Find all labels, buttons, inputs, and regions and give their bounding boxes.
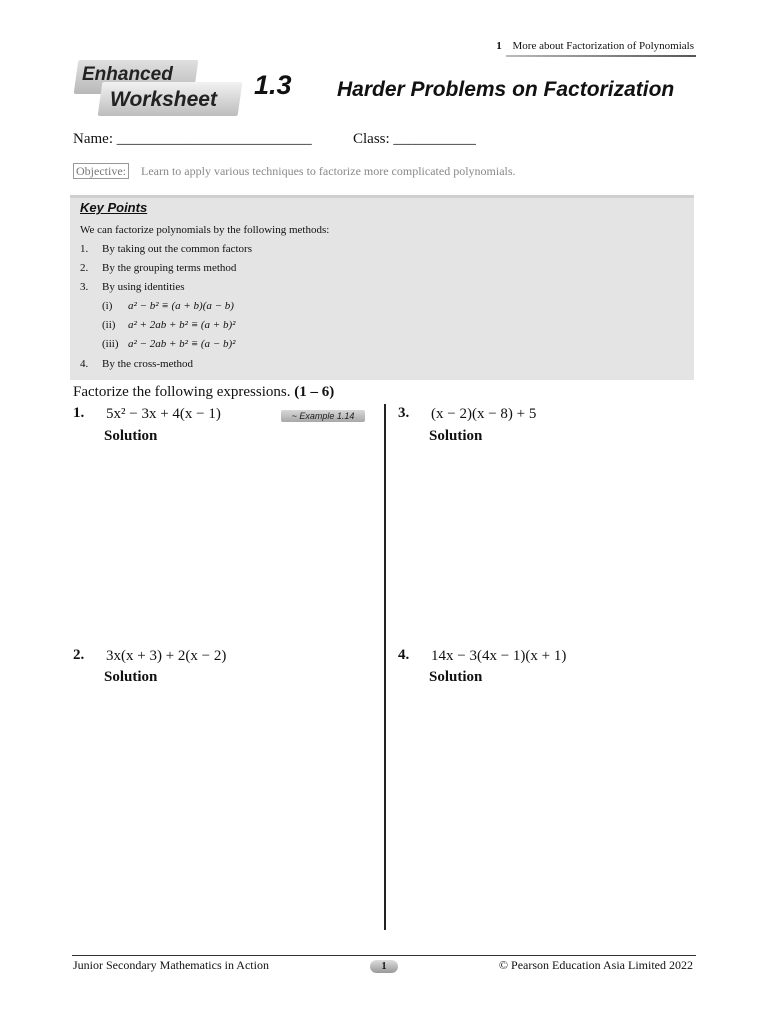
key-points-title: Key Points xyxy=(80,200,148,215)
method-number: 1. xyxy=(80,243,89,255)
identity-item xyxy=(102,319,235,331)
objective-tag: Objective: xyxy=(73,163,129,179)
question-expression: 14x − 3(4x − 1)(x + 1) xyxy=(431,648,567,664)
instruction xyxy=(73,384,334,401)
page-number-badge xyxy=(364,960,404,973)
column-divider xyxy=(384,404,386,930)
question-number: 2. xyxy=(73,647,85,663)
question-expression: (x − 2)(x − 8) + 5 xyxy=(431,406,537,422)
method-text: By using identities xyxy=(102,281,185,293)
running-header xyxy=(496,40,694,52)
worksheet-title: Harder Problems on Factorization xyxy=(337,78,675,101)
objective xyxy=(73,164,516,179)
question-expression: 3x(x + 3) + 2(x − 2) xyxy=(106,648,227,664)
method-number: 3. xyxy=(80,281,89,293)
identity-item xyxy=(102,300,234,312)
footer-copyright: © Pearson Education Asia Limited 2022 xyxy=(498,958,693,972)
question-number: 4. xyxy=(398,647,410,663)
identity-formula: a² + 2ab + b² ≡ (a + b)² xyxy=(128,319,236,331)
example-reference-tag[interactable]: ~ Example 1.14 xyxy=(281,410,365,422)
question-number: 3. xyxy=(398,405,410,421)
logo-line2: Worksheet xyxy=(110,88,217,111)
footer-book-title: Junior Secondary Mathematics in Action xyxy=(73,958,269,972)
solution-label: Solution xyxy=(429,428,483,444)
chapter-title: More about Factorization of Polynomials xyxy=(512,40,694,52)
method-text: By the grouping terms method xyxy=(102,262,237,274)
identity-formula: a² − 2ab + b² ≡ (a − b)² xyxy=(128,338,236,350)
identity-formula: a² − b² ≡ (a + b)(a − b) xyxy=(128,300,234,312)
name-field[interactable]: Name: __________________________ xyxy=(73,131,312,147)
identity-label: (iii) xyxy=(102,338,119,350)
solution-label: Solution xyxy=(104,428,158,444)
identity-label: (i) xyxy=(102,300,113,312)
instruction-text: Factorize the following expressions. xyxy=(73,384,291,400)
solution-label: Solution xyxy=(104,669,158,685)
key-points-intro: We can factorize polynomials by the following methods: xyxy=(80,224,330,236)
footer-rule xyxy=(72,955,696,956)
question-expression: 5x² − 3x + 4(x − 1) xyxy=(106,406,221,422)
chapter-number: 1 xyxy=(496,40,502,52)
identity-item xyxy=(102,338,235,350)
question-number: 1. xyxy=(73,405,85,421)
enhanced-worksheet-logo xyxy=(70,60,242,120)
instruction-range: (1 – 6) xyxy=(294,384,335,400)
logo-line1: Enhanced xyxy=(82,64,173,85)
method-number: 2. xyxy=(80,262,89,274)
method-text: By the cross-method xyxy=(102,358,194,370)
header-rule xyxy=(506,55,696,57)
objective-text: Learn to apply various techniques to factorize more complicated polynomials. xyxy=(140,164,516,178)
page-number: 1 xyxy=(381,961,387,972)
identity-label: (ii) xyxy=(102,319,116,331)
method-item xyxy=(80,281,185,293)
class-field[interactable]: Class: ___________ xyxy=(353,131,476,147)
method-item xyxy=(80,262,236,274)
method-item xyxy=(80,243,252,255)
solution-label: Solution xyxy=(429,669,483,685)
method-text: By taking out the common factors xyxy=(102,243,252,255)
worksheet-number: 1.3 xyxy=(254,70,292,100)
method-item xyxy=(80,358,193,370)
method-number: 4. xyxy=(80,358,89,370)
